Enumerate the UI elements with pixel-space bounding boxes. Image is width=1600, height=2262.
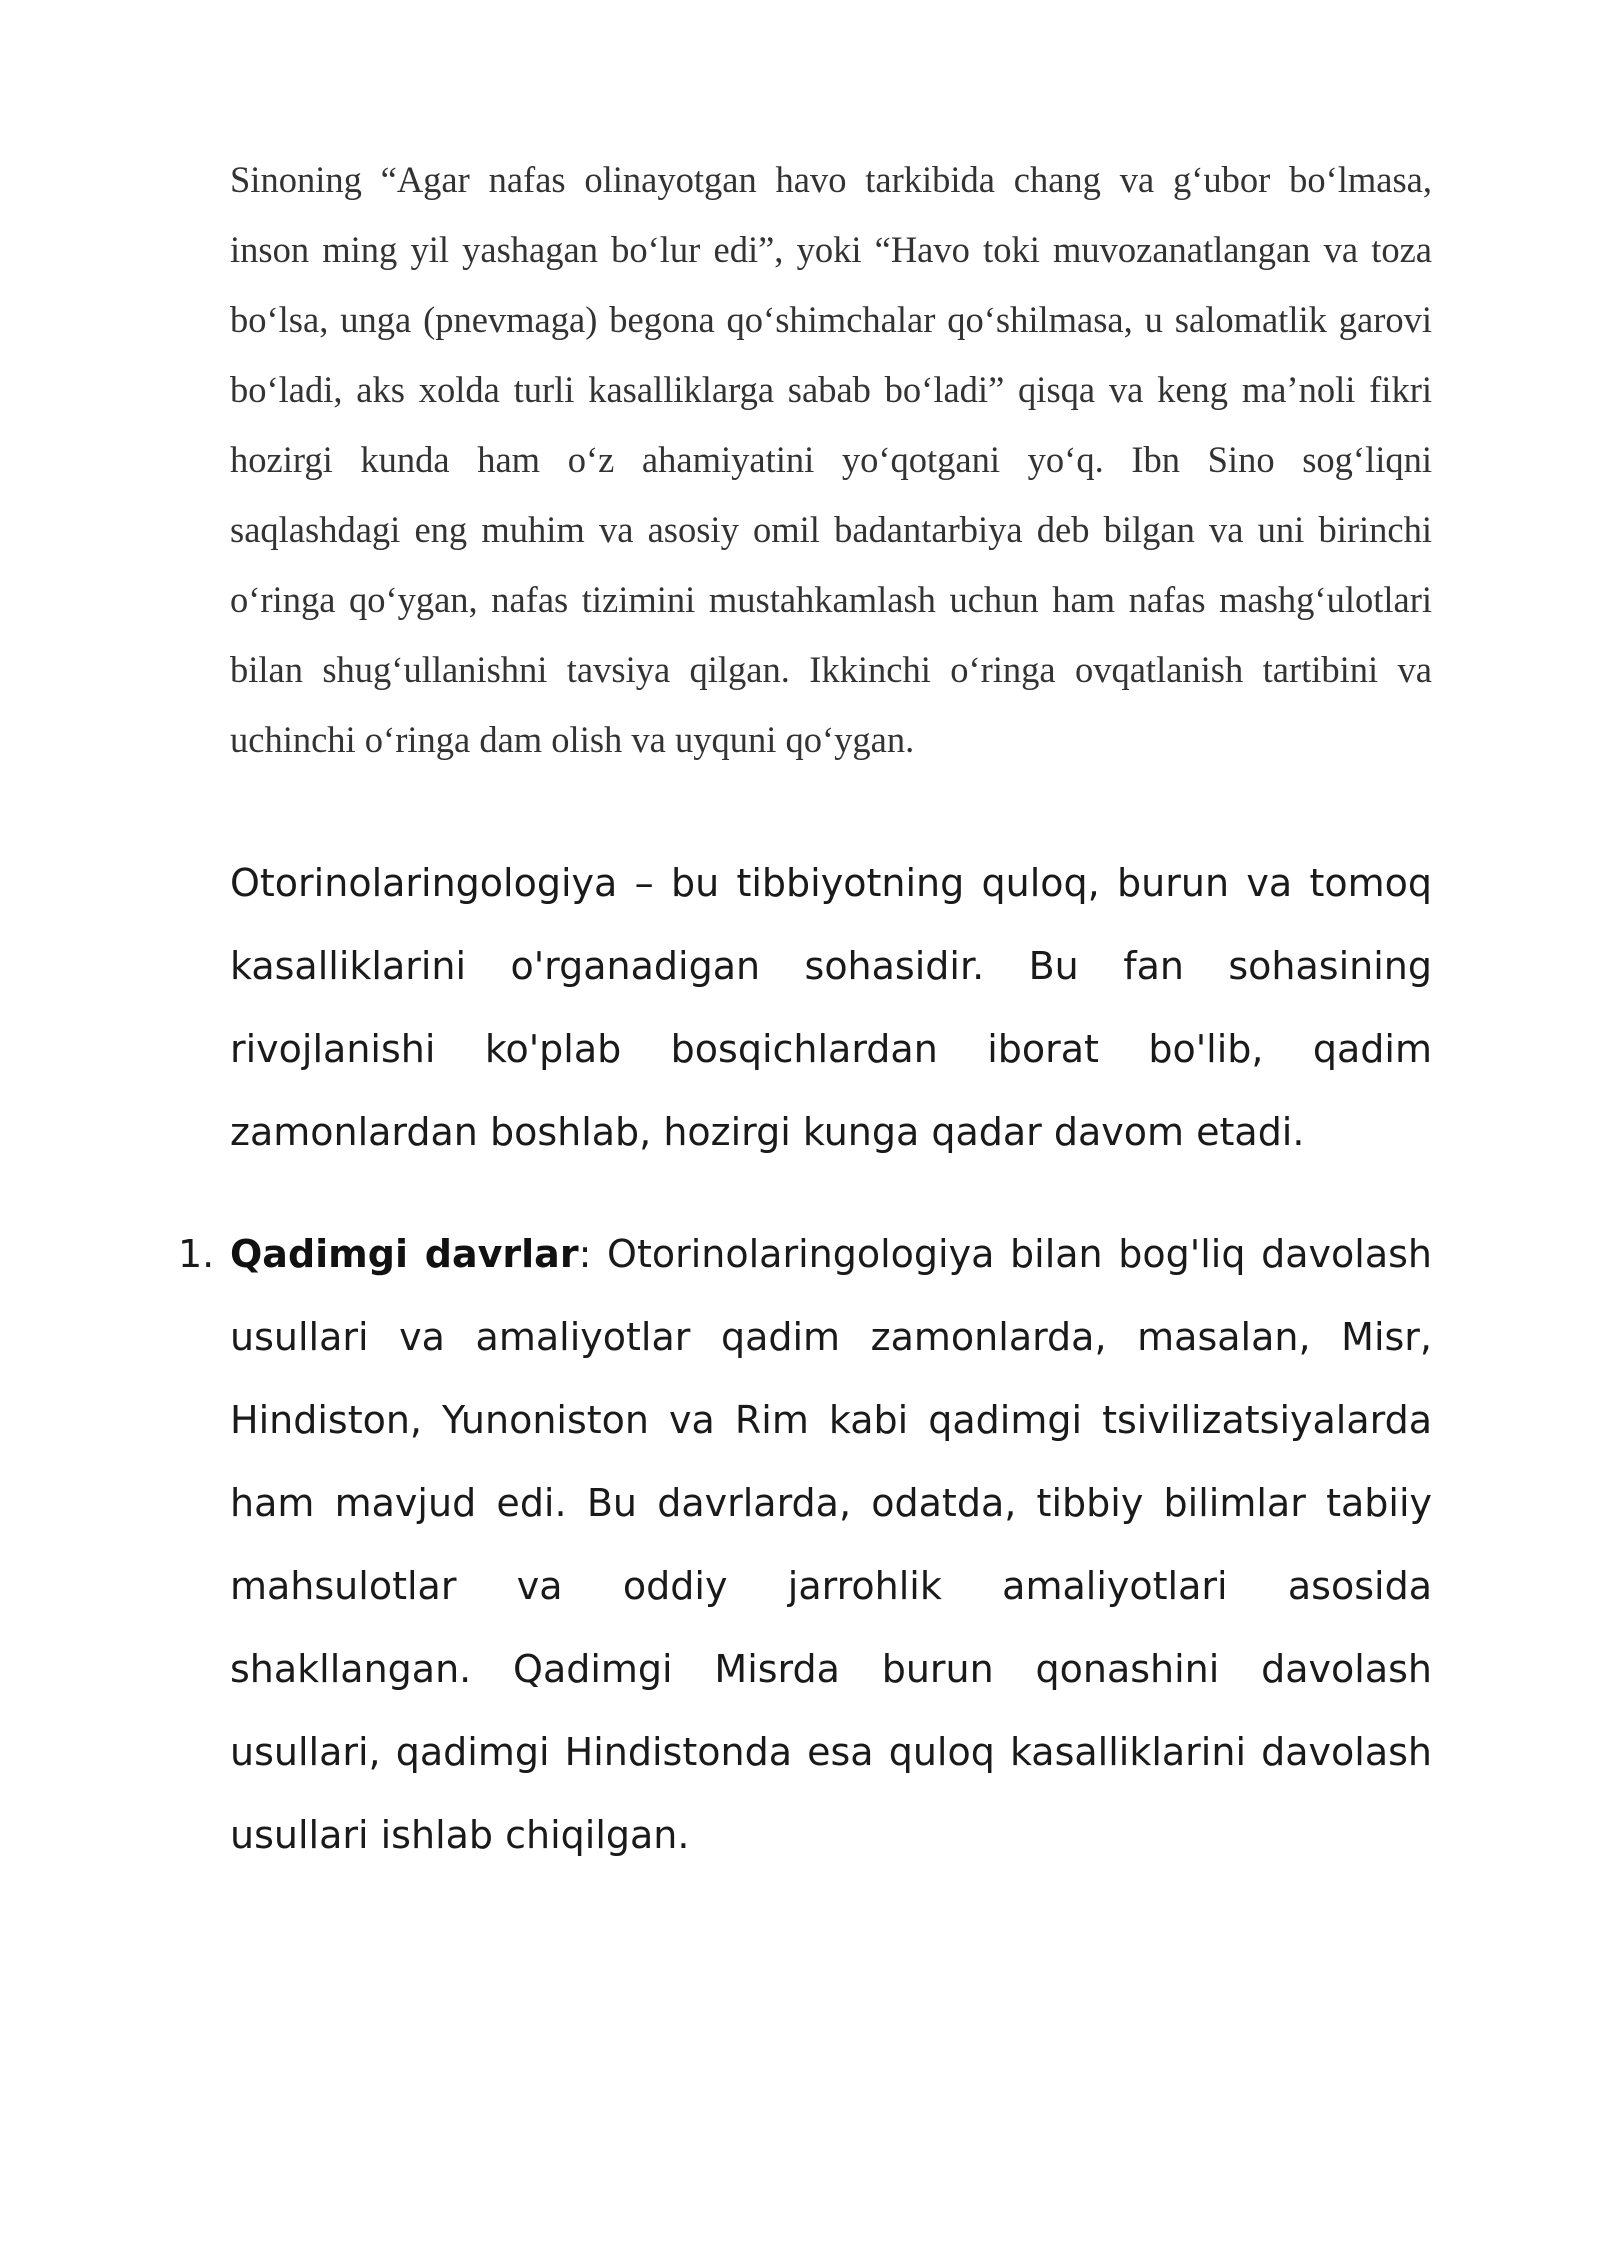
definition-paragraph: Otorinolaringologiya – bu tibbiyotning quloq, burun va tomoq kasalliklarini o'rganadigan sohasidir. Bu fan sohasining rivojlanishi ko'plab bosqichlardan iborat bo'lib, qadim zamonlardan boshlab, hozirgi kunga qadar davom etadi. <box>230 861 1432 1154</box>
list-item-heading: Qadimgi davrlar <box>230 1232 579 1276</box>
list-number: 1. <box>178 1232 215 1276</box>
list-item <box>178 1213 1432 1877</box>
list-item-separator: : <box>578 1232 592 1276</box>
intro-paragraph: Sinoning “Agar nafas olinayotgan havo tarkibida chang va g‘ubor bo‘lmasa, inson ming yil yashagan bo‘lur edi”, yoki “Havo toki muvozanatlangan va toza bo‘lsa, unga (pnevmaga) begona qo‘shimchalar qo‘shilmasa, u salomatlik garovi bo‘ladi, aks xolda turli kasalliklarga sabab bo‘ladi” qisqa va keng ma’noli fikri hozirgi kunda ham o‘z ahamiyatini yo‘qotgani yo‘q. Ibn Sino sog‘liqni saqlashdagi eng muhim va asosiy omil badantarbiya deb bilgan va uni birinchi o‘ringa qo‘ygan, nafas tizimini mustahkamlash uchun ham nafas mashg‘ulotlari bilan shug‘ullanishni tavsiya qilgan. Ikkinchi o‘ringa ovqatlanish tartibini va uchinchi o‘ringa dam olish va uyquni qo‘ygan. <box>230 159 1432 760</box>
numbered-list <box>178 1213 1432 1877</box>
list-item-text: Otorinolaringologiya bilan bog'liq davolash usullari va amaliyotlar qadim zamonlarda, masalan, Misr, Hindiston, Yunoniston va Rim kabi qadimgi tsivilizatsiyalarda ham mavjud edi. Bu davrlarda, odatda, tibbiy bilimlar tabiiy mahsulotlar va oddiy jarrohlik amaliyotlari asosida shakllangan. Qadimgi Misrda burun qonashini davolash usullari, qadimgi Hindistonda esa quloq kasalliklarini davolash usullari ishlab chiqilgan. <box>230 1232 1432 1857</box>
